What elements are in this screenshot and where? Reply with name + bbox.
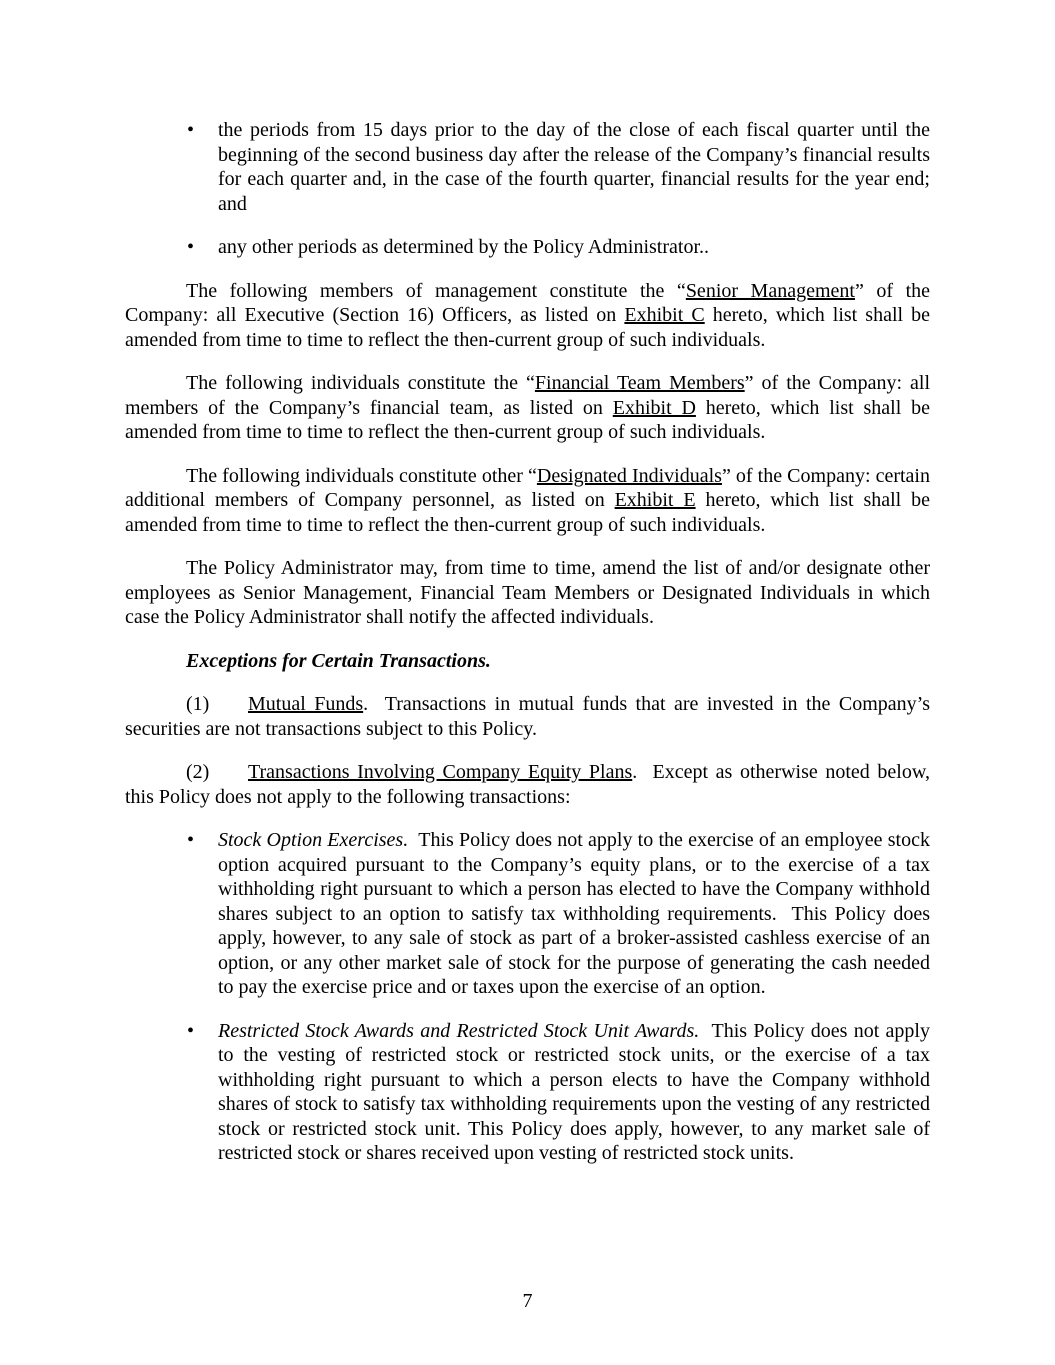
- text-segment: The following individuals constitute other “: [186, 464, 537, 487]
- text-segment: hereto, which list shall be amended from time to time to reflect the then-current group of such individuals.: [125, 396, 930, 443]
- bullet-icon: •: [187, 1019, 195, 1042]
- item-number: (1): [186, 693, 210, 715]
- list-item-other-periods: [125, 235, 930, 260]
- text-segment: The following individuals constitute the “: [186, 372, 535, 394]
- bullet-text: [218, 1019, 930, 1166]
- text-segment: The following members of management constitute the “: [186, 279, 686, 302]
- item-title-equity-plans: Transactions Involving Company Equity Plans: [248, 761, 633, 783]
- paragraph-financial-team-members: [125, 371, 930, 445]
- item-number: (2): [186, 761, 210, 783]
- bullet-icon: •: [187, 829, 195, 851]
- numbered-item-equity-plans: [125, 760, 930, 809]
- exhibit-reference-c: Exhibit C: [624, 304, 705, 326]
- text-segment: . Transactions in mutual funds that are invested in the Company’s securities are not transactions subject to this Policy.: [125, 693, 930, 740]
- bullet-icon: •: [187, 236, 195, 258]
- list-item-restricted-stock-awards: [125, 1019, 930, 1166]
- text-segment: ” of the Company: all Executive (Section 16) Officers, as listed on: [125, 279, 930, 326]
- defined-term-designated-individuals: Designated Individuals: [536, 464, 722, 487]
- page-number: 7: [522, 1289, 533, 1312]
- bullet-text: any other periods as determined by the Policy Administrator..: [218, 236, 710, 258]
- exhibit-reference-e: Exhibit E: [614, 489, 696, 511]
- text-segment: hereto, which list shall be amended from time to time to reflect the then-current group of such individuals.: [125, 489, 930, 536]
- defined-term-senior-management: Senior Management: [685, 279, 855, 302]
- paragraph-senior-management: [125, 279, 930, 353]
- item-title-stock-option-exercises: Stock Option Exercises.: [218, 829, 409, 851]
- paragraph-policy-administrator: The Policy Administrator may, from time to time, amend the list of and/or designate other employees as Senior Management, Financial Team Members or Designated Individuals in which case the Policy Administrator shall notify the affected individuals.: [125, 557, 930, 628]
- item-title-mutual-funds: Mutual Funds: [248, 693, 364, 715]
- bullet-icon: •: [187, 119, 195, 141]
- section-heading-exceptions: Exceptions for Certain Transactions.: [186, 649, 491, 672]
- numbered-item-mutual-funds: [125, 692, 930, 741]
- text-segment: This Policy does not apply to the exercise of an employee stock option acquired pursuant to the Company’s equity plans, or to the exercise of a tax withholding right pursuant to which a person has elected to have the Company withhold shares subject to an option to satisfy tax withholding requirements. This Policy does apply, however, to any sale of stock as part of a broker-assisted cashless exercise of an option, or any other market sale of stock for the purpose of generating the cash needed to pay the exercise price and or taxes upon the exercise of an option.: [218, 829, 930, 998]
- text-segment: This Policy does not apply to the vesting of restricted stock or restricted stock units, or the exercise of a tax withholding right pursuant to which a person elects to have the Company withhold shares of stock to satisfy tax withholding requirements upon the vesting of any restricted stock or restricted stock unit. This Policy does apply, however, to any market sale of restricted stock or shares received upon vesting of restricted stock units.: [218, 1019, 930, 1164]
- bullet-text: the periods from 15 days prior to the day of the close of each fiscal quarter until the beginning of the second business day after the release of the Company’s financial results for each quarter and, in the case of the fourth quarter, financial results for the year end; and: [218, 119, 930, 215]
- list-item-trading-periods: [125, 118, 930, 216]
- item-title-restricted-stock-awards: Restricted Stock Awards and Restricted Stock Unit Awards.: [218, 1019, 700, 1042]
- paragraph-designated-individuals: [125, 464, 930, 538]
- page-footer: [0, 1289, 1055, 1314]
- exhibit-reference-d: Exhibit D: [612, 396, 696, 419]
- text-segment: ” of the Company: certain additional members of Company personnel, as listed on: [125, 464, 930, 511]
- defined-term-financial-team-members: Financial Team Members: [534, 372, 745, 394]
- text-segment: . Except as otherwise noted below, this Policy does not apply to the following transactions:: [125, 761, 931, 808]
- bullet-text: [218, 828, 930, 1000]
- text-segment: ” of the Company: all members of the Company’s financial team, as listed on: [125, 372, 931, 419]
- list-item-stock-option-exercises: [125, 828, 930, 1000]
- text-segment: hereto, which list shall be amended from time to time to reflect the then-current group of such individuals.: [125, 304, 931, 351]
